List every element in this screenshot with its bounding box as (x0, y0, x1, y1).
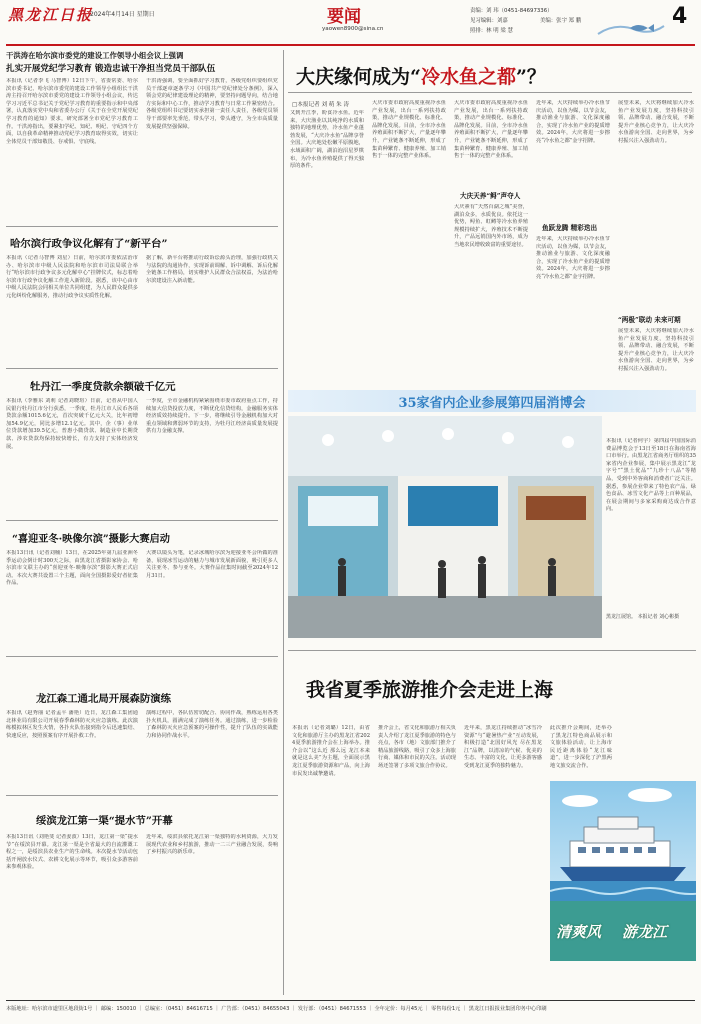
masthead-rule (6, 44, 695, 46)
feature-headline (296, 62, 696, 89)
expo-banner (288, 390, 696, 412)
article-administrative-dispute (6, 231, 278, 365)
article-body-col2: 演练过程中，各队伍密切配合、协同作战，熟练运用各类扑火机具，圆满完成了演练任务。通过演练，进一步检验了森林防灭火应急预案的可操作性，提升了队伍的实战能力和协同作战水平。 (146, 710, 278, 739)
expo-side-article (606, 438, 696, 638)
divider (288, 650, 696, 651)
poster-slogan-2: 游龙江 (622, 923, 668, 941)
expo-photo (288, 416, 602, 638)
footer-rule (6, 1000, 695, 1001)
divider (6, 656, 278, 657)
masthead-fish-illustration (596, 20, 666, 42)
article-body-col2: 大赛以镜头为笔，记录冰城哈尔滨为迎接亚冬会所做的准备，展现冰雪运动的魅力与城市发展新面貌，吸引更多人关注亚冬、参与亚冬。大赛作品征集时间截至2024年12月31日。 (146, 550, 278, 579)
feature-col5-body: 展望未来，大庆将继续加大冷水鱼产业发展力度，坚持科技引领、品牌带动、融合发展，不断提升产业核心竞争力，让大庆冷水鱼游向全国、走向世界，为乡村振兴注入强劲动力。 (618, 328, 694, 372)
divider (6, 226, 278, 227)
feature-col4-wrap (536, 100, 610, 380)
article-body-col2: 近年来，绥滨县依托龙江第一渠独特的水利资源，大力发展现代农业和乡村旅游，推动一二三产业融合发展，奏响了乡村振兴的新乐章。 (146, 834, 278, 856)
article-body-col1: 本报讯（赵秀丽 记者孟平 潘艳）近日，龙江森工集团通北林业局有限公司开展春季森林防灭火应急演练。此次演练模拟林区发生火情，各扑火队伍接到指令后迅速集结、快速反应，按照预案有序开展扑救工作。 (6, 710, 138, 739)
editor-info-3: 美编：张宇 郑 鹏 (540, 18, 582, 24)
tourism-col1: 本报讯（记者刘璐）12日，由省文化和旅游厅主办的黑龙江省2024夏季旅游推介会在上海举办。推介会以“这么近 那么远 龙江本来就是这么美”为主题，全面展示黑龙江夏季旅游资源和产品，向上海市民发出诚挚邀请。 (292, 725, 370, 777)
article-body-col1: 本报13日讯（记者刘楠）13日，在2025年第九届亚洲冬季运动会倒计时300天之际，由黑龙江省摄影家协会、哈尔滨市文联主办的“喜迎亚冬·映像尔滨”摄影大赛正式启动。本次大赛共设置三个主题，面向全国摄影爱好者征集作品。 (6, 550, 138, 587)
feature-col5-wrap (618, 100, 694, 380)
feature-col3-body: 大庆素有“天然百湖之城”美誉，湖泊众多，水质优良。依托这一优势，鲟鱼、虹鳟等冷水鱼养殖规模持续扩大，养殖技术不断提升，产品远销国内外市场，成为当地农民增收致富的重要途径。 (454, 204, 528, 248)
tourism-col2: 推介会上，省文化和旅游厅相关负责人介绍了龙江夏季旅游的特色与亮点，各市（地）文旅部门推介了精品旅游线路，吸引了众多上海旅行商、媒体和市民的关注。活动现场还签署了多项文旅合作协议。 (378, 725, 456, 769)
article-mudanjiang-loans (6, 372, 278, 508)
headline-part: ”？ (515, 66, 546, 88)
expo-photo-caption: 黑龙江展馆。 本报记者 刘心彬摄 (606, 614, 680, 620)
tourism-poster (550, 781, 696, 961)
article-headline: 牡丹江一季度贷款余额破千亿元 (30, 381, 176, 393)
article-body-col1: 本报13日讯（刘艳斐 记者姜波）13日，龙江第一渠“提水节”在绥滨县开幕。龙江第一渠是全省最大的自流灌溉工程之一，是绥滨县农业生产的生命线。本次提水节活动包括开闸放水仪式、农耕文化展示等环节，吸引众多游客前来参观体验。 (6, 834, 138, 871)
editor-info-1: 责编：刘 玮（0451-84697336） (470, 8, 553, 14)
article-headline: 绥滨龙江第一渠“提水节”开幕 (36, 815, 173, 827)
article-headline: 哈尔滨行政争议化解有了“新平台” (10, 238, 168, 250)
feature-subhead: “两极”联动 未来可期 (618, 316, 681, 324)
expo-banner-title: 35家省内企业参展第四届消博会 (398, 396, 586, 411)
poster-slogan-1: 清爽风 (556, 923, 602, 941)
footer-info: 本版地址：哈尔滨市道里区地段街1号 ｜ 邮编：150010 ｜ 总编室：（0451）84616715 ｜ 广告部：（0451）84655043 ｜ 发行部：（0451）84671553 ｜ 全年定价：每月45元 ｜ 零售每份1元 ｜ 黑龙江日报报业集团印务中心印刷 (6, 1006, 547, 1012)
feature-byline: □本报记者 刘 萌 朱 涛 (292, 102, 350, 108)
article-headline: 扎实开展党纪学习教育 锻造忠诚干净担当党员干部队伍 (6, 64, 216, 74)
divider (6, 795, 278, 796)
article-headline: 龙江森工通北局开展森防演练 (36, 693, 172, 705)
article-body-col1: 本报讯（李雅东 刘莉 记者刘晓瑄）日前，记者从中国人民银行牡丹江市分行获悉，一季度，牡丹江市人民币各项贷款余额1015.6亿元，首次突破千亿元大关，比年初增加54.9亿元，同比多增12.1亿元。其中，企（事）业单位贷款增加39.5亿元，普惠小微贷款、制造业中长期贷款、涉农贷款均保持较快增长，有力支持了实体经济发展。 (6, 398, 138, 450)
article-body-col1: 本报讯（记者马智博 刘星）日前，哈尔滨市委依法治市办、哈尔滨市中级人民法院和哈尔滨市司法局联合举行“哈尔滨市行政争议多元化解中心”挂牌仪式，标志着哈尔滨市行政争议化解工作进入新阶段。据悉，该中心由市中级人民法院会同相关单位共同组建，为人民群众提供多元化纠纷化解服务，推动行政争议实质性化解。 (6, 255, 138, 299)
feature-col1: 又到开江季，盼食冷水鱼。近年来，大庆渔业以其纯净的水质和独特的地理优势，冷水鱼产业蓬勃发展，“大庆冷水鱼”品牌享誉全国。大庆地处松嫩平原腹地，水域面积广阔，湖泊泡沼星罗棋布，为冷水鱼养殖提供了得天独厚的条件。 (290, 110, 364, 170)
paper-name-logo: 黑龙江日报 (8, 6, 94, 24)
tourism-col4: 此次推介会期间，还举办了黑龙江特色商品展示和文旅体验活动，让上海市民近距离体验“龙江味道”，进一步深化了沪黑两地文旅交流合作。 (550, 725, 612, 769)
article-headline: “喜迎亚冬·映像尔滨”摄影大赛启动 (12, 533, 170, 545)
article-body-col1: 本报讯（记者李飞 马智博）12日下午，省委常委、哈尔滨市委书记、哈尔滨市委党的建设工作领导小组组长干洪涛主持召开哈尔滨市委党的建设工作领导小组会议，传达学习习近平总书记关于党纪学习教育的重要指示和中央部署，认真落实党中央和省委办公厅《关于在全党开展党纪学习教育的通知》要求，研究部署全市党纪学习教育工作。干洪涛指出，要紧扣学纪、知纪、明纪、守纪四个方面，以自我革命精神推动党纪学习教育取得实效，切实让全体党员干部知敬畏、存戒惧、守底线。 (6, 78, 138, 145)
feature-subhead: 鱼跃龙腾 精彩迭出 (542, 224, 598, 232)
tourism-article (288, 655, 696, 995)
article-photo-contest (6, 524, 278, 654)
feature-col3-wrap (454, 100, 528, 380)
headline-highlight: 冷水鱼之都 (420, 66, 516, 88)
article-forest-drill (6, 660, 278, 788)
feature-col4-body: 近年来，大庆持续举办冷水鱼节庆活动，以鱼为媒，以节会友，推动渔业与旅游、文化深度融合，实现了冷水鱼产业的提质增效。2024年，大庆将进一步擦亮“冷水鱼之都”金字招牌。 (536, 236, 610, 280)
masthead (0, 0, 701, 46)
section-title: 要闻 (327, 7, 361, 27)
divider (6, 520, 278, 521)
feature-subhead: 大庆天养“鲟”声夺人 (460, 192, 521, 200)
editor-info-4: 照排：林 明 梁 慧 (470, 28, 513, 34)
section-email: yaowen8900@sina.cn (322, 26, 384, 32)
article-party-building (6, 50, 278, 246)
article-body-col2: 干洪涛强调，要全面抓好学习教育，各级党组织要组织党员干部逐章逐条学习《中国共产党纪律处分条例》，深入领会党的纪律建设理论的精神，要坚持问题导向，结合地方实际和中心工作，推动学习教育与日常工作紧密结合。各级党组织书记要切实承担第一责任人责任，各级党员领导干部要率先垂范，带头学习，带头遵守，为全市高质量发展提供坚强保障。 (146, 78, 278, 130)
editor-info-2: 见习编辑：刘嘉 (470, 18, 508, 24)
article-body-col2: 据了解，新平台将推动行政诉讼源头治理，加强行政机关与法院的沟通协作，实现诉前调解、诉中调解、诉后化解全链条工作格局，切实维护人民群众合法权益，为法治哈尔滨建设注入新动能。 (146, 255, 278, 284)
divider (6, 368, 278, 369)
article-kicker: 干洪涛在哈尔滨市委党的建设工作领导小组会议上强调 (6, 51, 184, 60)
feature-col5-top: 展望未来，大庆将继续加大冷水鱼产业发展力度，坚持科技引领、品牌带动、融合发展，不断提升产业核心竞争力，让大庆冷水鱼游向全国、走向世界，为乡村振兴注入强劲动力。 (618, 100, 694, 144)
headline-part: 大庆缘何成为“ (296, 66, 421, 88)
column-divider (283, 50, 284, 995)
article-irrigation-festival (6, 800, 278, 990)
feature-col3-top: 大庆市委市政府高度重视冷水鱼产业发展，出台一系列扶持政策，推动产业规模化、标准化、品牌化发展。目前，全市冷水鱼养殖面积不断扩大，产量逐年攀升，产业链条不断延伸，形成了集苗种繁育、健康养殖、加工销售于一体的完整产业体系。 (454, 100, 528, 160)
issue-date: 2024年4月14日 星期日 (90, 11, 155, 18)
divider (288, 92, 692, 93)
page-number: 4 (672, 4, 688, 29)
article-body-col2: 一季度，全市金融机构紧紧围绕市委市政府重点工作，持续加大信贷投放力度，不断优化信贷结构，金融服务实体经济质效持续提升。下一步，将继续引导金融机构加大对重点领域和薄弱环节的支持，为牡丹江经济高质量发展提供有力金融支撑。 (146, 398, 278, 435)
feature-col2: 大庆市委市政府高度重视冷水鱼产业发展，出台一系列扶持政策，推动产业规模化、标准化、品牌化发展。目前，全市冷水鱼养殖面积不断扩大，产量逐年攀升，产业链条不断延伸，形成了集苗种繁育、健康养殖、加工销售于一体的完整产业体系。 (372, 100, 446, 160)
feature-col4-top: 近年来，大庆持续举办冷水鱼节庆活动，以鱼为媒，以节会友，推动渔业与旅游、文化深度融合，实现了冷水鱼产业的提质增效。2024年，大庆将进一步擦亮“冷水鱼之都”金字招牌。 (536, 100, 610, 144)
feature-daqing (288, 50, 696, 386)
tourism-headline: 我省夏季旅游推介会走进上海 (306, 679, 554, 701)
tourism-col3: 近年来，黑龙江持续推动“冰雪冷资源”与“避暑热产业”互动发展，积极打造“北国好风光 尽在黑龙江”品牌，以清凉的气候、优美的生态、丰富的文化，让更多游客感受到龙江夏季的独特魅力。 (464, 725, 542, 769)
expo-side-text: 本报讯（记者何宇）第四届中国国际消费品博览会于13日至18日在海南省海口市举行。由黑龙江省商务厅组织的35家省内企业参展，集中展示黑龙江“龙字号”“黑土优品”“九珍十八品”等精品，受到中外客商和消费者广泛关注。据悉，参展企业带来了特色农产品、绿色食品、冰雪文化产品等上百种展品，在展会期间与多家采购商达成合作意向。 (606, 438, 696, 513)
